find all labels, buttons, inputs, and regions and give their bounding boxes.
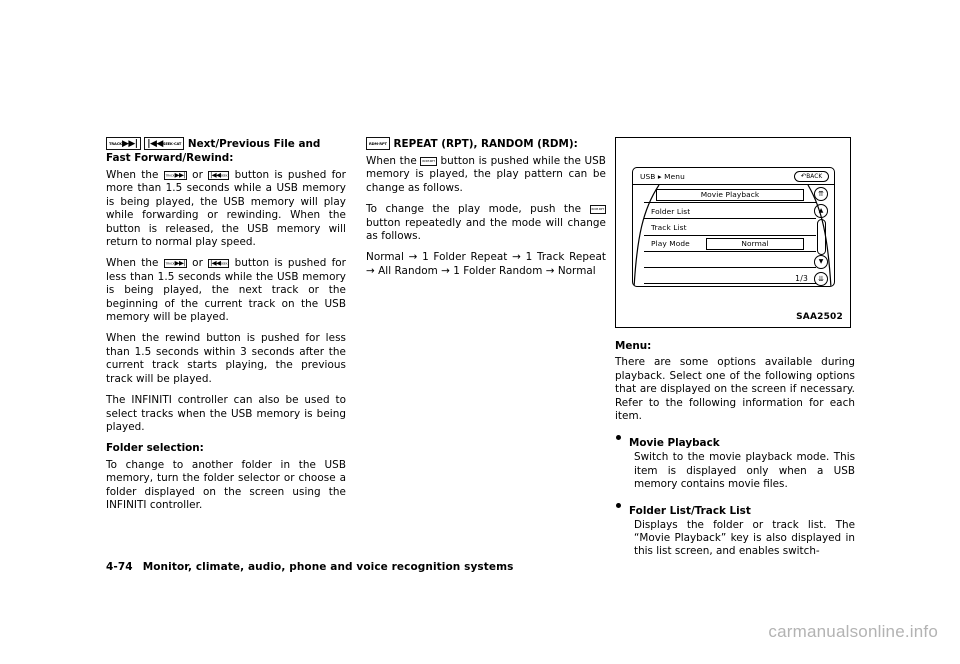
- bullet-title-folder-track-list: Folder List/Track List: [629, 504, 751, 517]
- column-three: [615, 340, 855, 566]
- paragraph-rewind: When the rewind button is pushed for less than 1.5 seconds within 3 seconds after the current track starts playing, the previous track will be played.: [106, 332, 346, 385]
- bullet-movie-playback: [615, 431, 855, 450]
- section-heading-repeat-random: [366, 137, 606, 151]
- back-button-label: BACK: [806, 174, 823, 180]
- rdm-rpt-button-icon: [366, 137, 390, 150]
- page-footer: [106, 561, 514, 573]
- site-watermark: carmanualsonline.info: [768, 622, 938, 641]
- play-mode-sequence: Normal → 1 Folder Repeat → 1 Track Repeat → All Random → 1 Folder Random → Normal: [366, 251, 606, 277]
- inline-seek-glyph-2: |◀◀: [210, 258, 221, 267]
- seek-prev-inline-icon-2: [208, 259, 229, 268]
- track-list-label: Track List: [651, 222, 687, 232]
- folder-selection-heading: Folder selection:: [106, 442, 204, 455]
- bullet-dot-icon: [616, 435, 621, 440]
- paragraph-short-press: [106, 257, 346, 324]
- scrollbar-thumb[interactable]: [817, 219, 826, 255]
- bullet-dot-icon-2: [616, 503, 621, 508]
- section-heading-text: Next/Previous File and Fast Forward/Rewind:: [106, 138, 321, 164]
- rdm-rpt-inline-icon-2: [590, 205, 606, 214]
- track-next-inline-icon: [164, 171, 187, 180]
- seek-prev-icon-label: SEEK·CAT: [162, 141, 182, 146]
- inline-track-label-2: TRACK: [165, 261, 175, 266]
- c2-p2-part-a: To change the play mode, push the: [366, 203, 590, 216]
- scroll-up-icon[interactable]: ▲: [814, 204, 828, 218]
- paragraph-change-play-mode: [366, 203, 606, 243]
- menu-row-empty-1: [644, 252, 816, 268]
- seek-prev-button-icon: [144, 137, 184, 150]
- inline-seek-label: SEEK: [220, 173, 228, 177]
- track-next-inline-icon-2: [164, 259, 187, 268]
- seek-prev-inline-icon: [208, 171, 229, 180]
- nav-screen-title: USB ▸ Menu: [640, 172, 685, 181]
- menu-row-play-mode[interactable]: [644, 236, 816, 252]
- bullet-title-movie-playback: Movie Playback: [629, 437, 720, 450]
- p2-part-a: When the: [106, 257, 164, 270]
- back-arrow-icon: ↶: [800, 172, 807, 180]
- paragraph-fast-forward: [106, 169, 346, 249]
- paragraph-infiniti-controller: The INFINITI controller can also be used to select tracks when the USB memory is being played.: [106, 394, 346, 433]
- p1-part-b: or: [186, 169, 209, 181]
- menu-heading: Menu:: [615, 340, 652, 352]
- inline-track-glyph: ▶▶|: [174, 170, 185, 179]
- page-number: 4-74: [106, 561, 133, 573]
- p1-part-c: button is pushed for more than 1.5 seconds while a USB memory is being played, the USB memory will play while forwarding or rewinding. When the button is released, the USB memory will return to normal play speed.: [106, 169, 346, 249]
- menu-intro-paragraph: There are some options available during playback. Select one of the following options that are displayed on the screen if necessary. Refer to the following information for each item.: [615, 356, 855, 423]
- section-heading-next-previous: [106, 137, 346, 165]
- track-next-icon-glyph: ▶▶|: [121, 138, 138, 149]
- track-next-button-icon: [106, 137, 141, 150]
- c2-p1-part-a: When the: [366, 155, 421, 167]
- inline-track-glyph-2: ▶▶|: [174, 258, 185, 267]
- p2-part-b: or: [186, 257, 209, 270]
- bullet-body-folder-track-list: Displays the folder or track list. The “Movie Playback” key is also displayed in this list screen, and enables switch-: [634, 518, 855, 558]
- figure-code: SAA2502: [796, 312, 843, 322]
- p2-part-c: button is pushed for less than 1.5 seconds while the USB memory is being played, the next track or the beginning of the current track on the USB memory will be played.: [106, 257, 346, 324]
- movie-playback-key[interactable]: Movie Playback: [656, 189, 804, 201]
- scroll-top-double-up-icon[interactable]: ⇈: [814, 187, 828, 201]
- menu-row-folder-list[interactable]: [644, 203, 816, 219]
- track-next-icon-label: TRACK: [109, 141, 122, 146]
- menu-row-movie-playback[interactable]: [644, 187, 816, 203]
- paragraph-repeat-push: [366, 155, 606, 195]
- rdm-rpt-icon-label: RDM·RPT: [369, 141, 387, 146]
- folder-list-label: Folder List: [651, 206, 691, 216]
- menu-row-track-list[interactable]: [644, 219, 816, 235]
- nav-screen-illustration: [632, 167, 835, 287]
- scroll-down-icon[interactable]: ▼: [814, 255, 828, 269]
- menu-row-empty-2: [644, 268, 816, 284]
- inline-track-label: TRACK: [165, 173, 175, 177]
- scroll-controls: [812, 187, 831, 285]
- play-mode-label: Play Mode: [651, 239, 690, 249]
- inline-rdm-label: RDM·RPT: [422, 158, 435, 163]
- c2-p1-part-b: button is pushed while the USB memory is played, the play pattern can be change as follows.: [366, 155, 606, 194]
- footer-chapter-title: Monitor, climate, audio, phone and voice recognition systems: [142, 561, 514, 573]
- paragraph-folder-selection: To change to another folder in the USB memory, turn the folder selector or choose a folder displayed on the screen using the INFINITI controller.: [106, 458, 346, 511]
- inline-rdm-label-2: RDM·RPT: [591, 206, 604, 211]
- play-mode-value-key[interactable]: Normal: [706, 238, 804, 250]
- column-one: [106, 137, 346, 520]
- bullet-folder-track-list: [615, 499, 855, 518]
- inline-seek-label-2: SEEK: [220, 261, 228, 266]
- back-button[interactable]: [794, 171, 829, 182]
- seek-prev-icon-glyph: |◀◀: [147, 138, 163, 149]
- scroll-bottom-double-down-icon[interactable]: ⇊: [814, 272, 828, 286]
- c2-p2-part-b: button repeatedly and the mode will change as follows.: [366, 216, 606, 243]
- repeat-random-heading-text: REPEAT (RPT), RANDOM (RDM):: [393, 138, 578, 150]
- column-two: [366, 137, 606, 286]
- menu-list: [644, 187, 816, 284]
- page-indicator: 1/3: [795, 274, 808, 283]
- p1-part-a: When the: [106, 169, 164, 181]
- inline-seek-glyph: |◀◀: [210, 170, 221, 179]
- bullet-body-movie-playback: Switch to the movie playback mode. This item is displayed only when a USB memory contains movie files.: [634, 451, 855, 491]
- figure-usb-menu-screen: [615, 137, 851, 328]
- rdm-rpt-inline-icon: [420, 157, 436, 166]
